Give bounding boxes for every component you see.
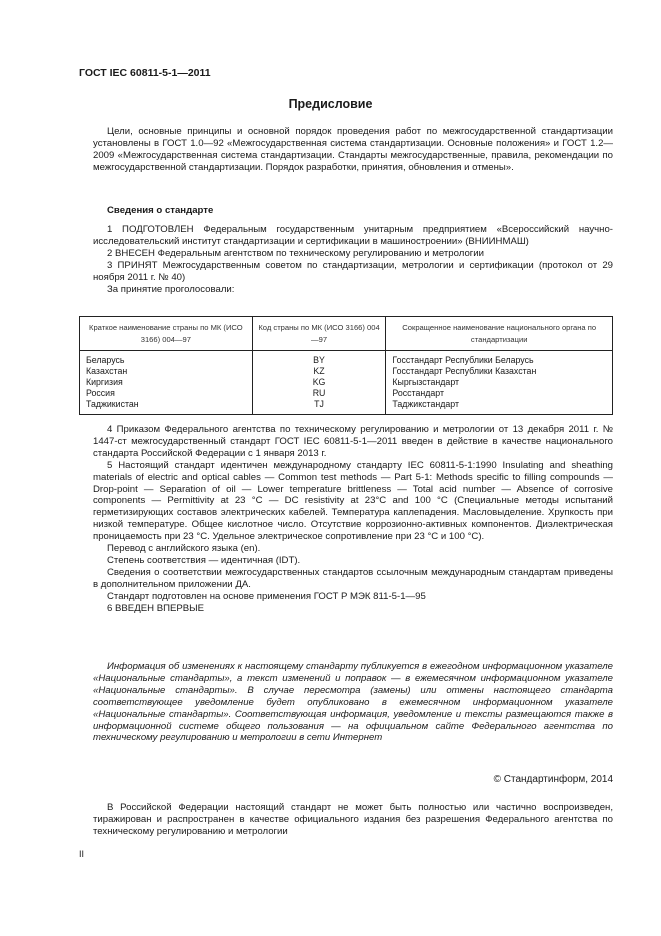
info-item-5: 5 Настоящий стандарт идентичен международному стандарту IEC 60811-5-1:1990 Insulating and sheathing materials of electric and optical cables — Common test methods — Part 5-1: Methods specific to filling compounds — Drop-point — Separation of oil — Lower temperature brittleness — Total acid number — Absence of corrosive components — Permittivity at 23 °C — DC resistivity at 23°C and 100 °C (Специальные методы испытаний герметизирующих составов электрических кабелей. Температура каплепадения. Масловыделение. Хрупкость при низкой температуре. Общее кислотное число. Отсутствие коррозионно-активных компонентов. Диэлектрическая проницаемость при 23 °C. Удельное электрическое сопротивление при 23 °C и 100 °C). xyxy=(93,459,613,543)
page-number: II xyxy=(79,849,85,859)
info-item-3: 3 ПРИНЯТ Межгосударственным советом по стандартизации, метрологии и сертификации (протокол от 29 ноября 2011 г. № 40) xyxy=(93,259,613,283)
page-title: Предисловие xyxy=(288,97,373,111)
standard-info-block-continued xyxy=(93,424,613,615)
changes-notice: Информация об изменениях к настоящему стандарту публикуется в ежегодном информационном указателе «Национальные стандарты», а текст изменений и поправок — в ежемесячном информационном указателе «Национальные стандарты». В случае пересмотра (замены) или отмены настоящего стандарта соответствующее уведомление будет опубликовано в ежемесячном информационном указателе «Национальные стандарты». Соответствующая информация, уведомление и тексты размещаются также в информационной системе общего пользования — на официальном сайте Федерального агентства по техническому регулированию и метрологии в сети Интернет xyxy=(93,661,613,744)
intro-paragraph: Цели, основные принципы и основной порядок проведения работ по межгосударственной стандартизации установлены в ГОСТ 1.0—92 «Межгосударственная система стандартизации. Основные положения» и ГОСТ 1.2—2009 «Межгосударственная система стандартизации. Стандарты межгосударственные, правила, рекомендации по межгосударственной стандартизации. Порядок разработки, принятия, обновления и отмены». xyxy=(93,126,613,173)
copyright-line: © Стандартинформ, 2014 xyxy=(493,774,613,785)
standard-code: ГОСТ IEC 60811-5-1—2011 xyxy=(79,67,211,79)
section-heading: Сведения о стандарте xyxy=(107,205,214,216)
info-item-6: 6 ВВЕДЕН ВПЕРВЫЕ xyxy=(107,602,205,614)
info-item-5-basis: Стандарт подготовлен на основе применения ГОСТ Р МЭК 811-5-1—95 xyxy=(107,590,426,602)
table-header-row xyxy=(80,317,613,351)
legal-notice: В Российской Федерации настоящий стандарт не может быть полностью или частично воспроизведен, тиражирован и распространен в качестве официального издания без разрешения Федерального агентства по техническому регулированию и метрологии xyxy=(93,802,613,837)
info-item-2: 2 ВНЕСЕН Федеральным агентством по техническому регулированию и метрологии xyxy=(107,247,485,259)
info-item-5-language: Перевод с английского языка (en). xyxy=(107,543,261,555)
table-cell-codes: BY KZ KG RU TJ xyxy=(252,351,386,415)
table-header-code: Код страны по МК (ИСО 3166) 004—97 xyxy=(252,317,386,351)
table-cell-countries: Беларусь Казахстан Киргизия Россия Таджикистан xyxy=(80,351,253,415)
info-item-4: 4 Приказом Федерального агентства по техническому регулированию и метрологии от 13 декабря 2011 г. № 1447-ст межгосударственный стандарт ГОСТ IEC 60811-5-1—2011 введен в действие в качестве национального стандарта Российской Федерации с 1 января 2013 г. xyxy=(93,424,613,459)
table-header-country: Краткое наименование страны по МК (ИСО 3166) 004—97 xyxy=(80,317,253,351)
info-item-1: 1 ПОДГОТОВЛЕН Федеральным государственным унитарным предприятием «Всероссийский научно-исследовательский институт стандартизации и сертификации в машиностроении» (ВНИИНМАШ) xyxy=(93,224,613,247)
info-item-3-votes: За принятие проголосовали: xyxy=(107,283,235,295)
table-cell-bodies: Госстандарт Республики Беларусь Госстандарт Республики Казахстан Кыргызстандарт Росстандарт Таджикстандарт xyxy=(386,351,613,415)
info-item-5-references: Сведения о соответствии межгосударственных стандартов ссылочным международным стандартам приведены в дополнительном приложении ДА. xyxy=(93,566,613,590)
table-row xyxy=(80,351,613,415)
standard-info-block xyxy=(93,224,613,295)
table-header-body: Сокращенное наименование национального органа по стандартизации xyxy=(386,317,613,351)
voting-table xyxy=(79,316,613,415)
info-item-5-degree: Степень соответствия — идентичная (IDT). xyxy=(107,554,301,566)
